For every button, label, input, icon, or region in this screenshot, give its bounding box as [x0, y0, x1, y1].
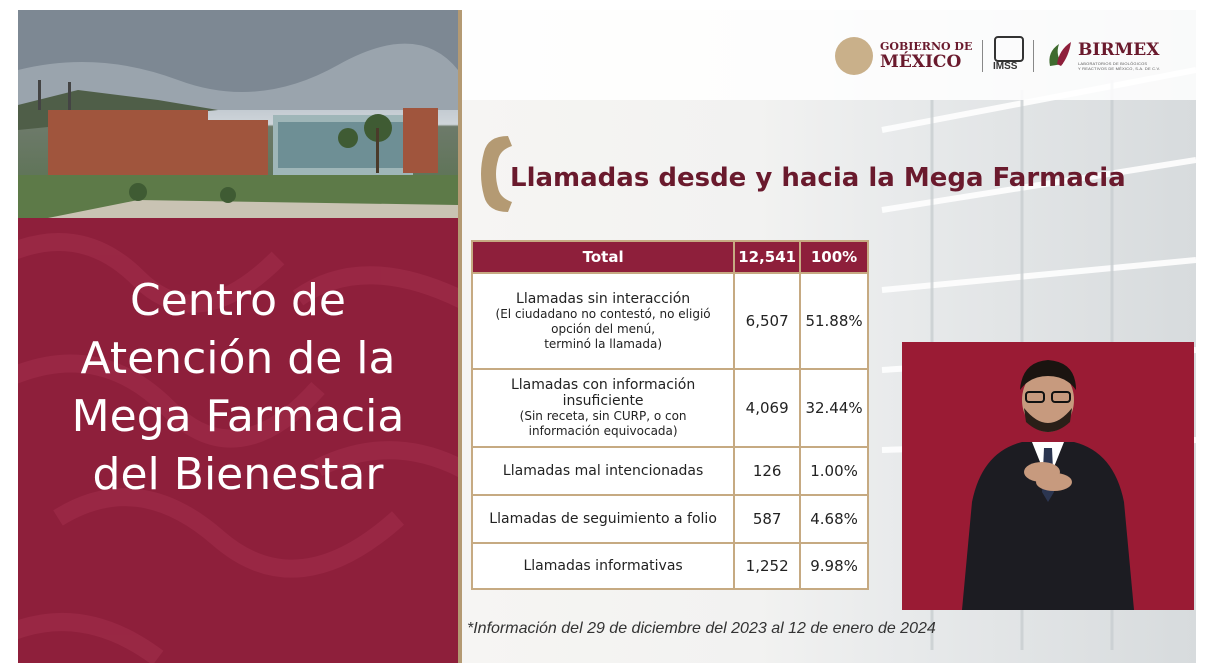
category-main: Llamadas sin interacción [516, 290, 691, 307]
logo-separator [982, 40, 983, 72]
category-main: Llamadas mal intencionadas [502, 463, 704, 479]
row-category [472, 369, 734, 447]
left-title-panel [18, 218, 458, 663]
footnote: *Información del 29 de diciembre del 2023 al 12 de enero de 2024 [467, 620, 936, 637]
table-row [472, 447, 868, 495]
header-percent: 100% [800, 241, 868, 273]
row-percent: 9.98% [800, 543, 868, 589]
imss-label: IMSS [993, 61, 1018, 72]
row-count: 126 [734, 447, 800, 495]
category-main: Llamadas informativas [523, 558, 683, 574]
row-percent: 32.44% [800, 369, 868, 447]
birmex-logo-icon [1045, 38, 1075, 70]
calls-table [471, 240, 869, 590]
header-total: Total [472, 241, 734, 273]
table-row [472, 495, 868, 543]
left-title-line-4: del Bienestar [92, 449, 384, 500]
row-category [472, 273, 734, 369]
left-title-line-3: Mega Farmacia [71, 391, 405, 442]
category-sub: (Sin receta, sin CURP, o con [519, 409, 687, 423]
row-percent: 51.88% [800, 273, 868, 369]
row-count: 587 [734, 495, 800, 543]
row-count: 6,507 [734, 273, 800, 369]
left-title-line-2: Atención de la [80, 333, 396, 384]
category-main: Llamadas con información [510, 377, 696, 393]
header-count: 12,541 [734, 241, 800, 273]
birmex-sub-line2: Y REACTIVOS DE MÉXICO, S.A. DE C.V. [1078, 66, 1161, 71]
row-count: 4,069 [734, 369, 800, 447]
row-category [472, 543, 734, 589]
birmex-sub-line1: LABORATORIOS DE BIOLÓGICOS [1078, 61, 1148, 66]
slide-title: Llamadas desde y hacia la Mega Farmacia [510, 163, 1126, 193]
table-row [472, 543, 868, 589]
table-header-row [472, 241, 868, 273]
imss-logo-icon [994, 36, 1024, 62]
sign-language-interpreter-video [902, 342, 1194, 610]
building-photo-illustration [18, 10, 458, 218]
interpreter-figure [902, 342, 1194, 610]
category-main: insuficiente [562, 393, 644, 409]
gobierno-label-line2: MÉXICO [880, 52, 962, 72]
logo-separator-2 [1033, 40, 1034, 72]
category-main: Llamadas de seguimiento a folio [489, 511, 717, 527]
building-photo [18, 10, 458, 218]
left-title-line-1: Centro de [130, 275, 346, 326]
category-sub: opción del menú, [551, 321, 656, 336]
gobierno-label-line1: GOBIERNO DE [880, 40, 973, 53]
mexico-seal-icon [835, 37, 873, 75]
category-sub: información equivocada) [528, 424, 678, 438]
row-percent: 1.00% [800, 447, 868, 495]
row-count: 1,252 [734, 543, 800, 589]
category-sub: terminó la llamada) [544, 336, 663, 351]
category-sub: (El ciudadano no contestó, no eligió [495, 306, 711, 321]
birmex-label: BIRMEX [1078, 40, 1160, 60]
table-row [472, 273, 868, 369]
table-row [472, 369, 868, 447]
row-category [472, 495, 734, 543]
row-category [472, 447, 734, 495]
row-percent: 4.68% [800, 495, 868, 543]
